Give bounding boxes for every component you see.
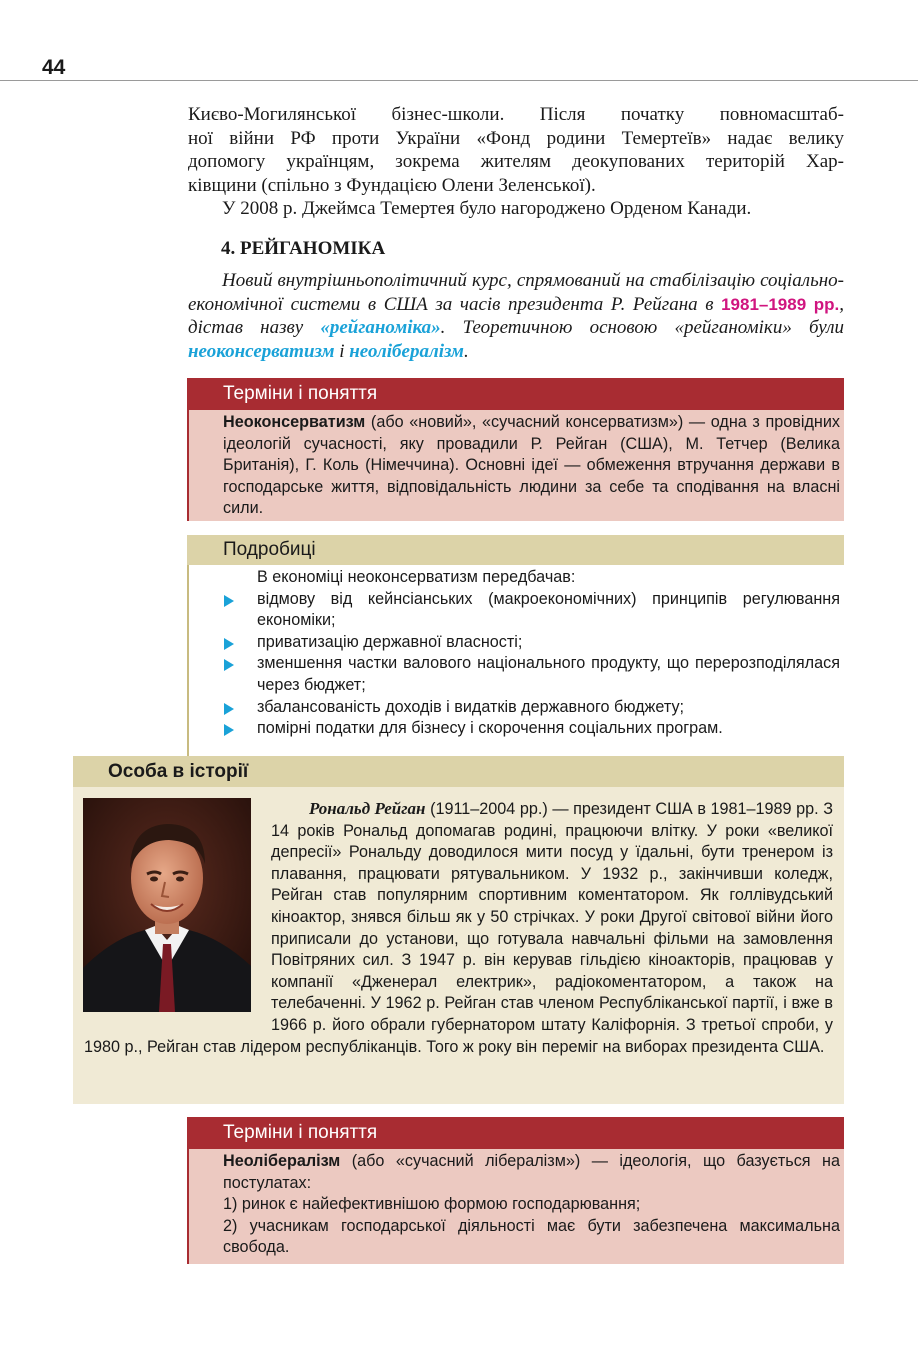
- list-item-text: зменшення частки валового національного продукту, що перерозподілялася через бюджет;: [257, 654, 840, 694]
- intro-award: У 2008 р. Джеймса Темертея було нагороджено Орденом Канади.: [222, 198, 752, 219]
- list-item-text: збалансованість доходів і видатків державного бюджету;: [257, 697, 685, 716]
- lead-text: Новий внутрішньополітичний курс, спрямований на стабілізацію соціально-економічної системи в США за часів президента Р. Рейгана в: [188, 270, 844, 315]
- terms-box-body: [187, 1149, 844, 1263]
- list-item: [257, 632, 840, 654]
- intro-line: Києво-Могилянської бізнес-школи. Після початку повномасштаб-: [188, 104, 844, 125]
- lead-text: і: [334, 340, 350, 362]
- term-definition: (або «новий», «сучасний консерватизм») — одна з провідних ідеологій сучасності, яку провадили Р. Рейган (США), М. Тетчер (Велика Британія), Г. Коль (Німеччина). Основні ідеї — обмеження втручання держави в господарське життя, відповідальність людини за себе та сподівання на власні сили.: [223, 413, 840, 518]
- intro-line: ної війни РФ проти України «Фонд родини Темертеїв» надає велику: [188, 127, 844, 149]
- term-definition: (або «сучасний лібералізм») — ідеологія, що базується на постулатах:: [223, 1152, 840, 1192]
- box-rule: [187, 410, 189, 521]
- lead-text: .: [463, 340, 469, 362]
- details-intro: В економіці неоконсерватизм передбачав:: [257, 568, 576, 586]
- term-neoconservatism: неоконсерватизм: [188, 340, 335, 362]
- box-rule: [187, 1149, 189, 1264]
- list-item: [257, 653, 840, 696]
- lead-years: 1981–1989 рр.: [721, 294, 840, 314]
- bullet-triangle-icon: [224, 638, 234, 650]
- list-item-text: відмову від кейнсіанських (макроекономічних) принципів регулювання економіки;: [257, 589, 840, 630]
- terms-box-title: Терміни і поняття: [187, 1117, 844, 1149]
- details-box: [187, 535, 844, 740]
- page-number: 44: [42, 56, 66, 79]
- person-biography: [84, 798, 833, 1058]
- bullet-triangle-icon: [224, 595, 234, 607]
- box-rule: [187, 565, 189, 777]
- person-bio-text: (1911–2004 рр.) — президент США в 1981–1989 рр. З 14 років Рональд допомагав родині, працюючи влітку. У роки «великої депресії» Рональду доводилося мити посуд у їдальні, бути тренером із плавання, працювати рятувальником. У 1932 р., закінчивши коледж, Рейган став популярним спортивним коментатором. Як голлівудський кіноактор, знявся більш як у 50 стрічках. У роки Другої світової війни його приписали до установи, що готувала навчальні фільми на замовлення Повітряних сил. З 1947 р. він керував гільдією кіноакторів, працював у компанії «Дженерал електрик», радіокоментатором, а також на телебаченні. У 1962 р. Рейган став членом Республіканської партії, і вже в 1966 р. його обрали губернатором штату Каліфорнія. З третьої спроби, у 1980 р., Рейган став лідером республіканців. Того ж року він переміг на виборах президента США.: [84, 800, 833, 1056]
- lead-text: . Теоретичною основою «рейганоміки» були: [440, 317, 844, 338]
- list-item-text: помірні податки для бізнесу і скорочення соціальних програм.: [257, 719, 723, 738]
- terms-box-body: [187, 410, 844, 524]
- details-list: [257, 589, 840, 740]
- postulate-item: 1) ринок є найефективнішою формою господарювання;: [223, 1195, 641, 1214]
- term-neoliberalism: неолібералізм: [349, 340, 464, 362]
- list-item: [257, 589, 840, 632]
- intro-line: допомогу українцям, зокрема жителям деокупованих територій Хар-: [188, 151, 844, 172]
- terms-box-neoconservatism: [187, 378, 844, 521]
- person-box-title: Особа в історії: [73, 756, 844, 787]
- list-item: [257, 718, 840, 740]
- list-item-text: приватизацію державної власності;: [257, 632, 523, 651]
- list-item: [257, 697, 840, 719]
- terms-box-neoliberalism: [187, 1117, 844, 1264]
- lead-text: , дістав назву: [188, 293, 844, 338]
- lead-paragraph: [188, 269, 844, 363]
- postulate-item: 2) учасникам господарської діяльності має бути забезпечена максимальна свобода.: [223, 1216, 840, 1257]
- intro-line: ківщини (спільно з Фундацією Олени Зеленської).: [188, 174, 596, 196]
- bullet-triangle-icon: [224, 724, 234, 736]
- person-in-history-box: [73, 756, 844, 1104]
- bullet-triangle-icon: [224, 659, 234, 671]
- term-reaganomics: «рейганоміка»: [320, 317, 441, 338]
- bullet-triangle-icon: [224, 703, 234, 715]
- details-box-title: Подробиці: [187, 535, 844, 565]
- section-heading: 4. РЕЙГАНОМІКА: [221, 238, 386, 259]
- header-rule: [0, 80, 918, 81]
- term-name: Неолібералізм: [223, 1152, 341, 1170]
- person-name: Рональд Рейган: [309, 799, 426, 818]
- term-name: Неоконсерватизм: [223, 413, 366, 431]
- intro-paragraph: [188, 103, 844, 221]
- portrait-spacer: [84, 798, 271, 1018]
- details-box-body: [187, 565, 844, 740]
- terms-box-title: Терміни і поняття: [187, 378, 844, 410]
